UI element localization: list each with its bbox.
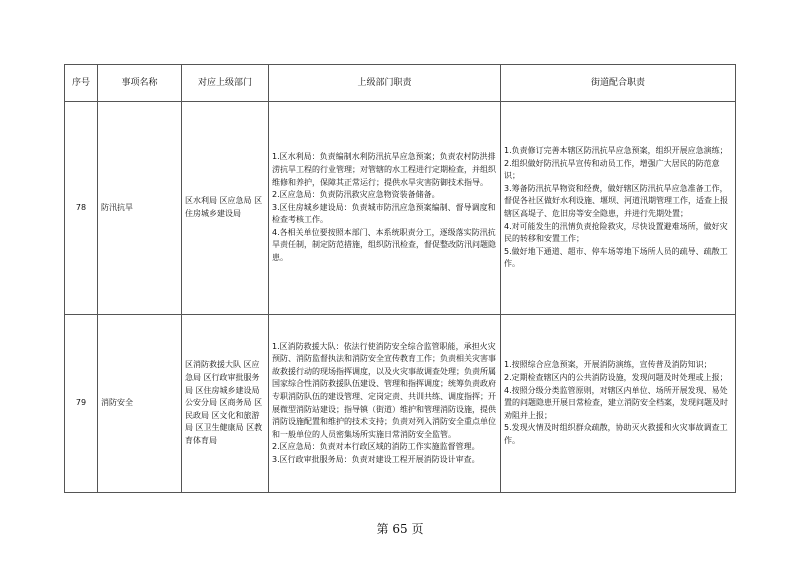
duty-line: 2.组织做好防汛抗旱宣传和动员工作，增强广大居民的防范意识； bbox=[504, 158, 720, 181]
row-number: 79 bbox=[65, 315, 98, 493]
duty-line: 1.区消防救援大队：依法行使消防安全综合监管职能，承担火灾预防、消防监督执法和消防安全宣传教育工作；负责相关灾害事故救援行动的现场指挥调度，以及火灾事故调查处理；负责所属国家综合性消防救援队伍建设、管理和指挥调度；统筹负责政府专职消防队伍的建设管理、定岗定责、共训共练、调度指挥；开展微型消防站建设；指导镇（街道）维护和管理消防设施，提供消防设施配置和维护的技术支持；负责对列入消防安全重点单位和一般单位的人员密集场所实施日常消防安全监管。 bbox=[272, 341, 496, 439]
duty-line: 3.筹备防汛抗旱物资和经费，做好辖区防汛抗旱应急准备工作，督促各社区做好水利设施、堰坝、河道汛期管理工作，适查上报辖区高堤子、危旧房等安全隐患，并进行先期处置； bbox=[504, 183, 728, 218]
duty-line: 4.按照分级分类监管原则，对辖区内单位、场所开展发现、易处置的问题隐患开展日常检查，建立消防安全档案，发现问题及时劝阻并上报； bbox=[504, 385, 728, 420]
upper-dept: 区水利局 区应急局 区住房城乡建设局 bbox=[182, 102, 269, 315]
duty-line: 1.区水利局：负责编制水利防汛抗旱应急预案；负责农村防洪排涝抗旱工程的行业管理；对管辖的水工程进行定期检查，并组织维修和养护，保障其正常运行；提供水旱灾害防御技术指导。 bbox=[272, 152, 496, 187]
street-duties bbox=[501, 315, 736, 493]
header-upper-duties: 上级部门职责 bbox=[269, 65, 501, 102]
duty-line: 3.区行政审批服务局：负责对建设工程开展消防设计审查。 bbox=[272, 454, 480, 464]
duty-line: 1.负责修订完善本辖区防汛抗旱应急预案，组织开展应急演练； bbox=[504, 146, 728, 156]
duty-table bbox=[64, 64, 736, 493]
row-number: 78 bbox=[65, 102, 98, 315]
duty-line: 5.做好地下通道、超市、停车场等地下场所人员的疏导、疏散工作。 bbox=[504, 246, 728, 269]
duty-line: 4.各相关单位要按照本部门、本系统职责分工，逐级落实防汛抗旱责任制，制定防范措施，组织防汛检查，督促整改防汛问题隐患。 bbox=[272, 227, 496, 263]
header-no: 序号 bbox=[65, 65, 98, 102]
table-row bbox=[65, 315, 736, 493]
upper-dept: 区消防救援大队 区应急局 区行政审批服务局 区住房城乡建设局 公安分局 区商务局 区民政局 区文化和旅游局 区卫生健康局 区教育体育局 bbox=[182, 315, 269, 493]
duty-line: 4.对可能发生的汛情负责抢险救灾，尽快设置避难场所，做好灾民的转移和安置工作； bbox=[504, 221, 728, 244]
header-upper-dept: 对应上级部门 bbox=[182, 65, 269, 102]
header-street-duties: 街道配合职责 bbox=[501, 65, 736, 102]
header-item-name: 事项名称 bbox=[98, 65, 182, 102]
duty-line: 2.区应急局：负责对本行政区域的消防工作实施监督管理。 bbox=[272, 442, 480, 452]
item-name: 消防安全 bbox=[98, 315, 182, 493]
item-name: 防汛抗旱 bbox=[98, 102, 182, 315]
table-header-row bbox=[65, 65, 736, 102]
duty-line: 2.定期检查辖区内的公共消防设施，发现问题及时处理或上报； bbox=[504, 373, 728, 383]
duty-line: 5.发现火情及时组织群众疏散，协助灭火救援和火灾事故调查工作。 bbox=[504, 423, 728, 445]
duty-line: 1.按照综合应急预案，开展消防演练，宣传普及消防知识； bbox=[504, 360, 712, 370]
duty-line: 3.区住房城乡建设局：负责城市防汛应急预案编制、督导调度和检查考核工作。 bbox=[272, 202, 496, 225]
upper-duties bbox=[269, 102, 501, 315]
page-number: 第 65 页 bbox=[376, 522, 424, 536]
upper-duties bbox=[269, 315, 501, 493]
table-row bbox=[65, 102, 736, 315]
street-duties bbox=[501, 102, 736, 315]
duty-line: 2.区应急局：负责防汛救灾应急物资装备储备。 bbox=[272, 190, 440, 200]
